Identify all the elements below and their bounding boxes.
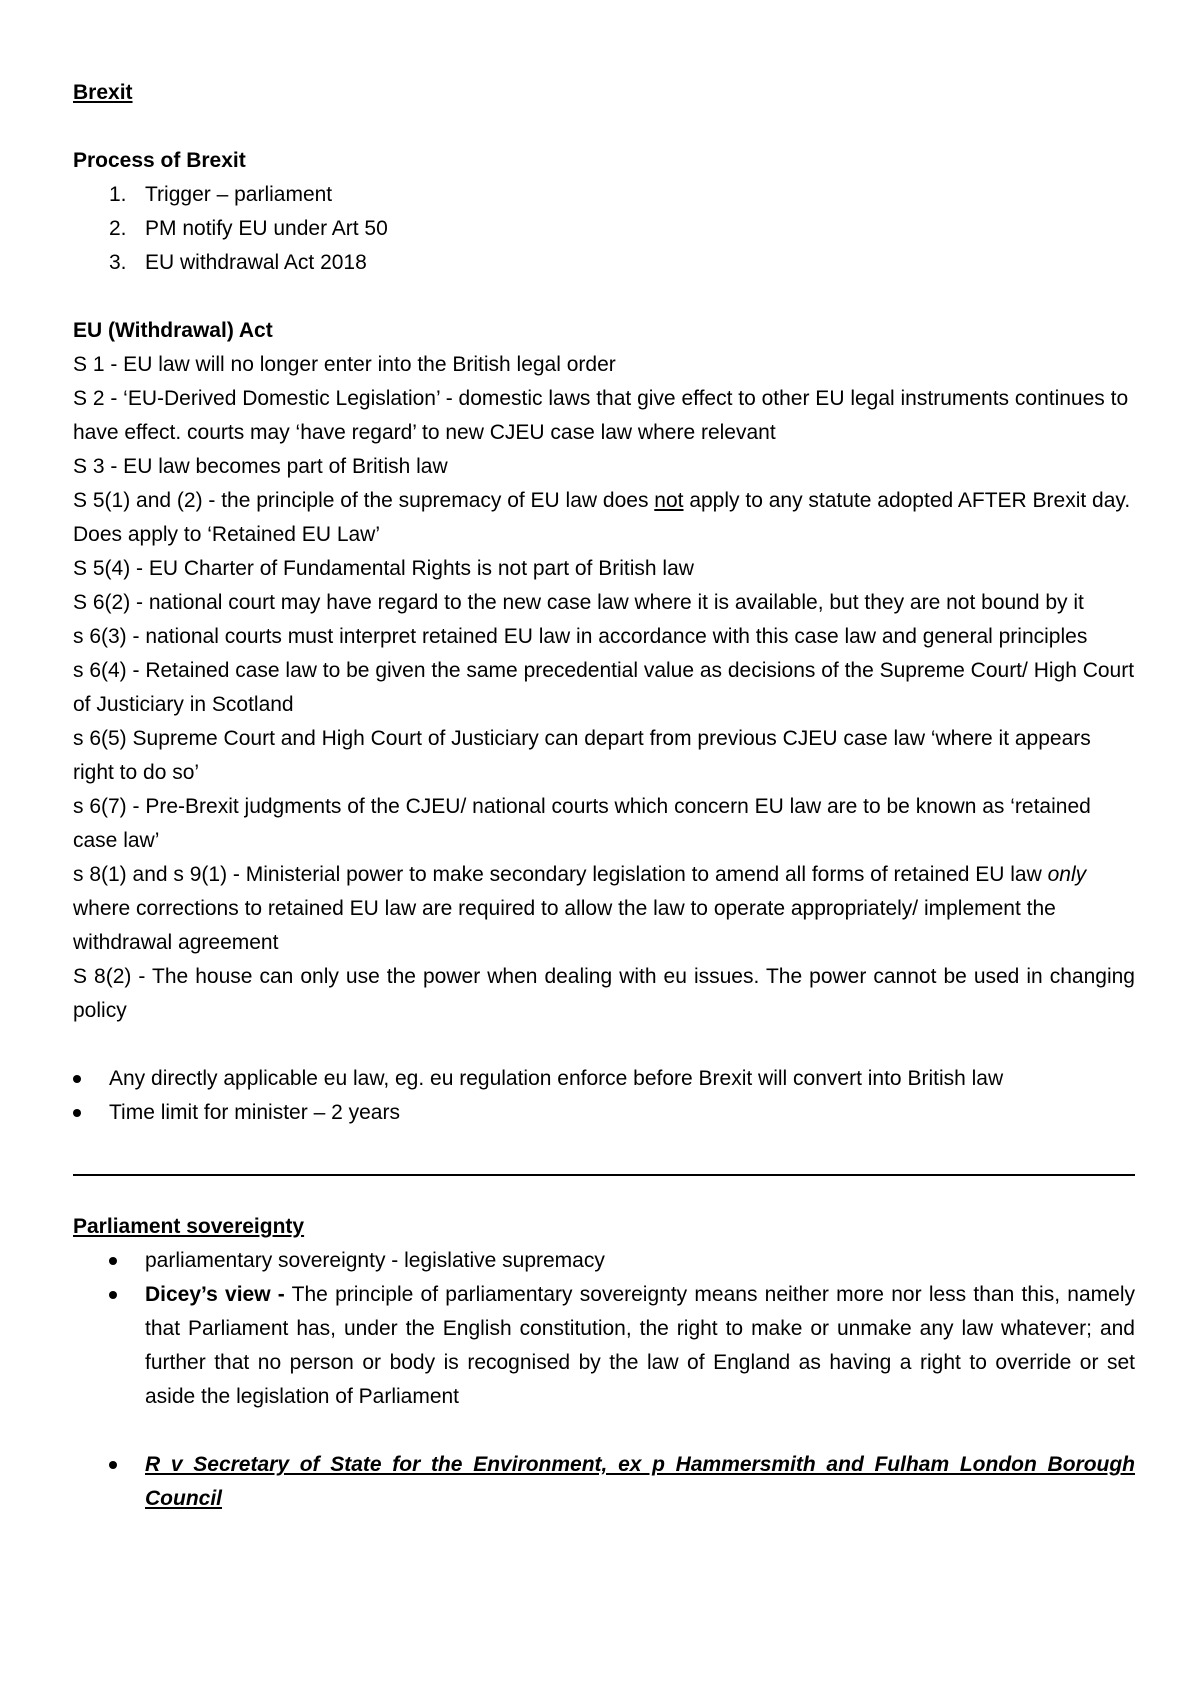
case-citation: R v Secretary of State for the Environment, ex p Hammersmith and Fulham London Borough Council xyxy=(145,1453,1135,1510)
bullet-icon xyxy=(109,1257,117,1265)
section-s64: s 6(4) - Retained case law to be given the same precedential value as decisions of the Supreme Court/ High Court of Justiciary in Scotland xyxy=(73,659,1135,716)
document-body xyxy=(73,76,1135,1516)
bullet-icon xyxy=(73,1075,81,1083)
emphasis-only: only xyxy=(1047,863,1087,886)
list-item: Dicey’s view - The principle of parliamentary sovereignty means neither more nor less than this, namely that Parliament has, under the English constitution, the right to make or unmake any law whatever; and further that no person or body is recognised by the law of England as having a right to override or set aside the legislation of Parliament xyxy=(73,1278,1135,1414)
list-item: Any directly applicable eu law, eg. eu regulation enforce before Brexit will convert into British law xyxy=(73,1062,1135,1096)
section-s62: S 6(2) - national court may have regard to the new case law where it is available, but they are not bound by it xyxy=(73,591,1084,614)
section-s3: S 3 - EU law becomes part of British law xyxy=(73,455,448,478)
section-s63: s 6(3) - national courts must interpret retained EU law in accordance with this case law and general principles xyxy=(73,625,1088,648)
list-item: parliamentary sovereignty - legislative supremacy xyxy=(73,1244,1135,1278)
notes-list xyxy=(73,1062,1135,1130)
bullet-icon xyxy=(109,1461,117,1469)
doc-title: Brexit xyxy=(73,81,133,104)
emphasis-not: not xyxy=(654,489,684,512)
section-s2: S 2 - ‘EU-Derived Domestic Legislation’ - domestic laws that give effect to other EU legal instruments continues to have effect. courts may ‘have regard’ to new CJEU case law where relevant xyxy=(73,387,1129,444)
sovereignty-list xyxy=(73,1244,1135,1414)
act-heading: EU (Withdrawal) Act xyxy=(73,319,273,342)
section-s82: S 8(2) - The house can only use the power when dealing with eu issues. The power cannot be used in changing policy xyxy=(73,965,1135,1022)
sovereignty-heading: Parliament sovereignty xyxy=(73,1215,305,1238)
list-item: 2. PM notify EU under Art 50 xyxy=(109,217,388,240)
section-s54: S 5(4) - EU Charter of Fundamental Rights is not part of British law xyxy=(73,557,694,580)
bullet-icon xyxy=(73,1109,81,1117)
dicey-label: Dicey’s view - xyxy=(145,1283,285,1306)
bullet-icon xyxy=(109,1291,117,1299)
process-list xyxy=(73,178,1135,280)
section-s1: S 1 - EU law will no longer enter into the British legal order xyxy=(73,353,616,376)
section-s67: s 6(7) - Pre-Brexit judgments of the CJEU/ national courts which concern EU law are to be known as ‘retained case law’ xyxy=(73,795,1091,852)
section-s81: s 8(1) and s 9(1) - Ministerial power to make secondary legislation to amend all forms of retained EU law only where corrections to retained EU law are required to allow the law to operate appropriately/ implement the withdrawal agreement xyxy=(73,863,1087,954)
list-item xyxy=(73,1448,1135,1516)
horizontal-rule xyxy=(73,1174,1135,1176)
process-heading: Process of Brexit xyxy=(73,149,246,172)
list-item: Time limit for minister – 2 years xyxy=(73,1096,1135,1130)
section-s65: s 6(5) Supreme Court and High Court of Justiciary can depart from previous CJEU case law ‘where it appears right to do so’ xyxy=(73,727,1091,784)
case-list xyxy=(73,1448,1135,1516)
list-item: 1. Trigger – parliament xyxy=(109,183,333,206)
section-s5: S 5(1) and (2) - the principle of the supremacy of EU law does not apply to any statute adopted AFTER Brexit day. Does apply to ‘Retained EU Law’ xyxy=(73,489,1131,546)
list-item: 3. EU withdrawal Act 2018 xyxy=(109,251,367,274)
